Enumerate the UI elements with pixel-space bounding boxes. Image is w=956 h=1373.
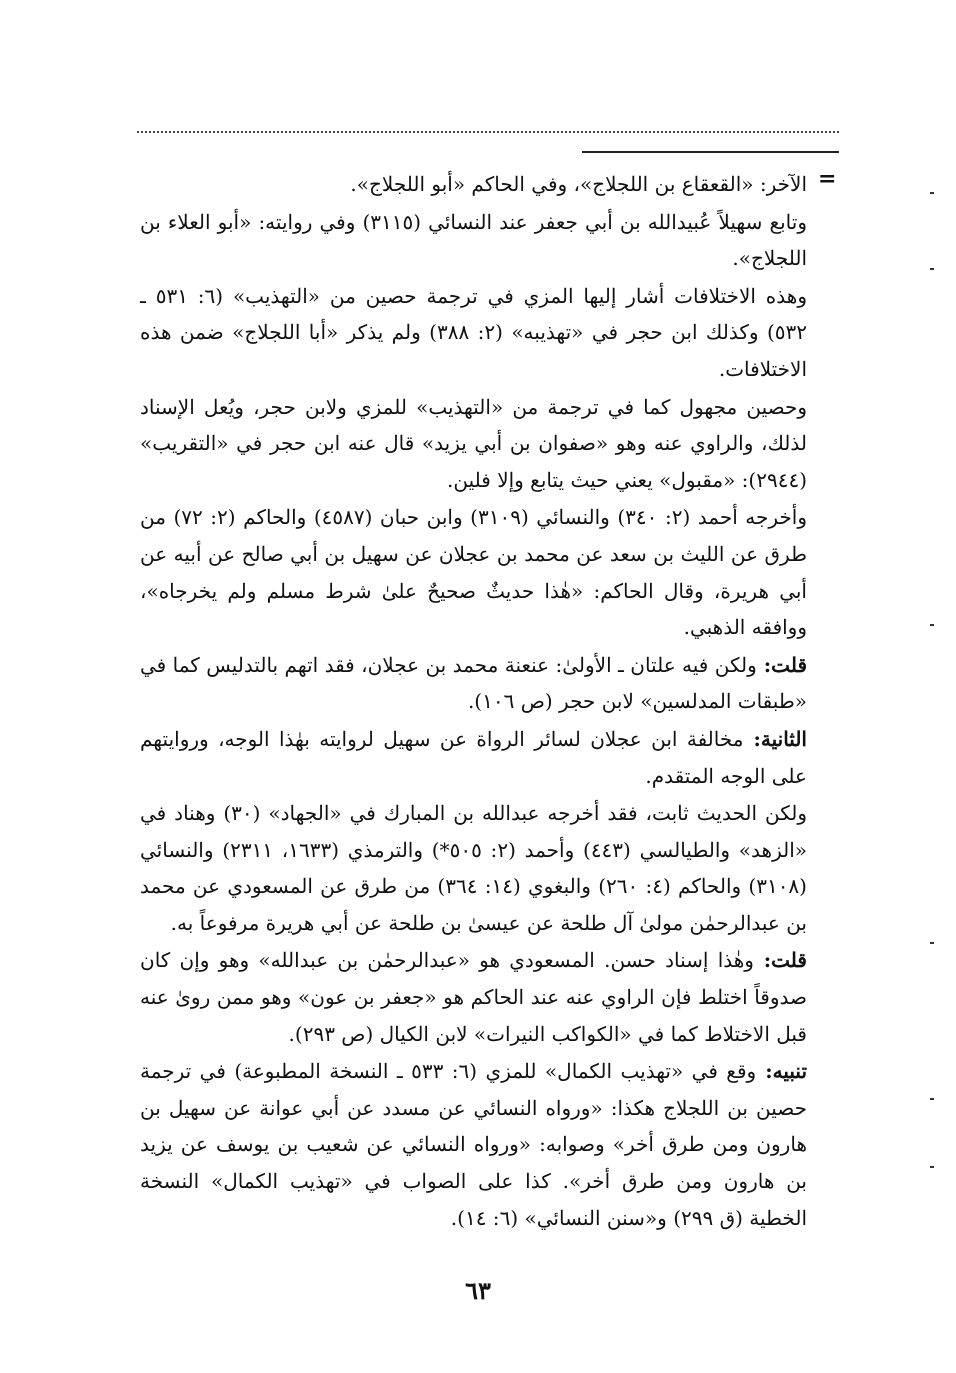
paragraph — [140, 1053, 807, 1236]
paragraph-text: ولكن فيه علتان ـ الأولىٰ: عنعنة محمد بن عجلان، فقد اتهم بالتدليس كما في «طبقات المدلسين» لابن حجر (ص ١٠٦). — [140, 652, 807, 714]
paragraph-text: ولكن الحديث ثابت، فقد أخرجه عبدالله بن المبارك في «الجهاد» (٣٠) وهناد في «الزهد» والطيالسي (٤٤٣) وأحمد (٢: ٥٠٥*) والترمذي (١٦٣٣، ٢٣١١) والنسائي (٣١٠٨) والحاكم (٤: ٢٦٠) والبغوي (١٤: ٣٦٤) من طرق عن المسعودي عن محمد بن عبدالرحمٰن مولىٰ آل طلحة عن عيسىٰ بن طلحة عن أبي هريرة مرفوعاً به. — [140, 801, 807, 935]
footnote-separator-rule — [582, 151, 839, 153]
margin-tick — [930, 624, 934, 626]
paragraph — [140, 166, 807, 203]
paragraph-text: الآخر: «القعقاع بن اللجلاج»، وفي الحاكم «أبو اللجلاج». — [350, 172, 807, 196]
margin-tick — [930, 1166, 934, 1168]
paragraph — [140, 942, 807, 1052]
paragraph — [140, 721, 807, 794]
continuation-mark: = — [818, 166, 837, 192]
paragraph-text: وهٰذا إسناد حسن. المسعودي هو «عبدالرحمٰن بن عبدالله» وهو وإن كان صدوقاً اختلط فإن الراوي عنه عند الحاكم هو «جعفر بن عون» وهو ممن روىٰ عنه قبل الاختلاط كما في «الكواكب النيرات» لابن الكيال (ص ٢٩٣). — [140, 948, 807, 1046]
paragraph-lead: قلت: — [753, 948, 807, 973]
paragraph-text: وهذه الاختلافات أشار إليها المزي في ترجمة حصين من «التهذيب» (٦: ٥٣١ ـ ٥٣٢) وكذلك ابن حجر في «تهذيبه» (٢: ٣٨٨) ولم يذكر «أبا اللجلاج» ضمن هذه الاختلافات. — [140, 283, 808, 381]
page-number: ٦٣ — [465, 1276, 491, 1305]
margin-tick — [930, 942, 934, 944]
paragraph-lead: قلت: — [756, 652, 808, 677]
paragraph-text: وقع في «تهذيب الكمال» للمزي (٦: ٥٣٣ ـ النسخة المطبوعة) في ترجمة حصين بن اللجلاج هكذا: «ورواه النسائي عن مسدد عن أبي عوانة عن سهيل بن هارون ومن طرق أخر» وصوابه: «ورواه النسائي عن شعيب بن يوسف عن يزيد بن هارون ومن طرق أخر». كذا على الصواب في «تهذيب الكمال» النسخة الخطية (ق ٢٩٩) و«سنن النسائي» (٦: ١٤). — [140, 1059, 807, 1230]
paragraph — [140, 795, 807, 941]
paragraph-lead: الثانية: — [743, 726, 807, 751]
paragraph-lead: تنبيه: — [756, 1059, 808, 1084]
paragraph-text: وحصين مجهول كما في ترجمة من «التهذيب» للمزي ولابن حجر، ويُعل الإسناد لذلك، والراوي عنه وهو «صفوان بن أبي يزيد» قال عنه ابن حجر في «التقريب» (٢٩٤٤): «مقبول» يعني حيث يتابع وإلا فلين. — [140, 394, 807, 492]
paragraph — [140, 389, 807, 499]
paragraph-text: مخالفة ابن عجلان لسائر الرواة عن سهيل لروايته بهٰذا الوجه، وروايتهم على الوجه المتقدم. — [140, 726, 807, 788]
margin-tick — [930, 268, 934, 270]
paragraph-text: وتابع سهيلاً عُبيدالله بن أبي جعفر عند النسائي (٣١١٥) وفي روايته: «أبو العلاء بن اللجلاج». — [140, 209, 807, 271]
header-dotted-rule — [137, 131, 839, 133]
margin-tick — [930, 192, 934, 194]
paragraph-text: وأخرجه أحمد (٢: ٣٤٠) والنسائي (٣١٠٩) وابن حبان (٤٥٨٧) والحاكم (٢: ٧٢) من طرق عن الليث بن سعد عن محمد بن عجلان عن سهيل بن أبي صالح عن أبيه عن أبي هريرة، وقال الحاكم: «هٰذا حديثٌ صحيحٌ علىٰ شرط مسلم ولم يخرجاه»، ووافقه الذهبي. — [140, 505, 807, 640]
margin-tick — [930, 1098, 934, 1100]
paragraph — [140, 499, 807, 645]
footnote-body — [140, 166, 807, 1237]
paragraph — [140, 204, 807, 277]
paragraph — [140, 278, 807, 388]
paragraph — [140, 647, 807, 720]
